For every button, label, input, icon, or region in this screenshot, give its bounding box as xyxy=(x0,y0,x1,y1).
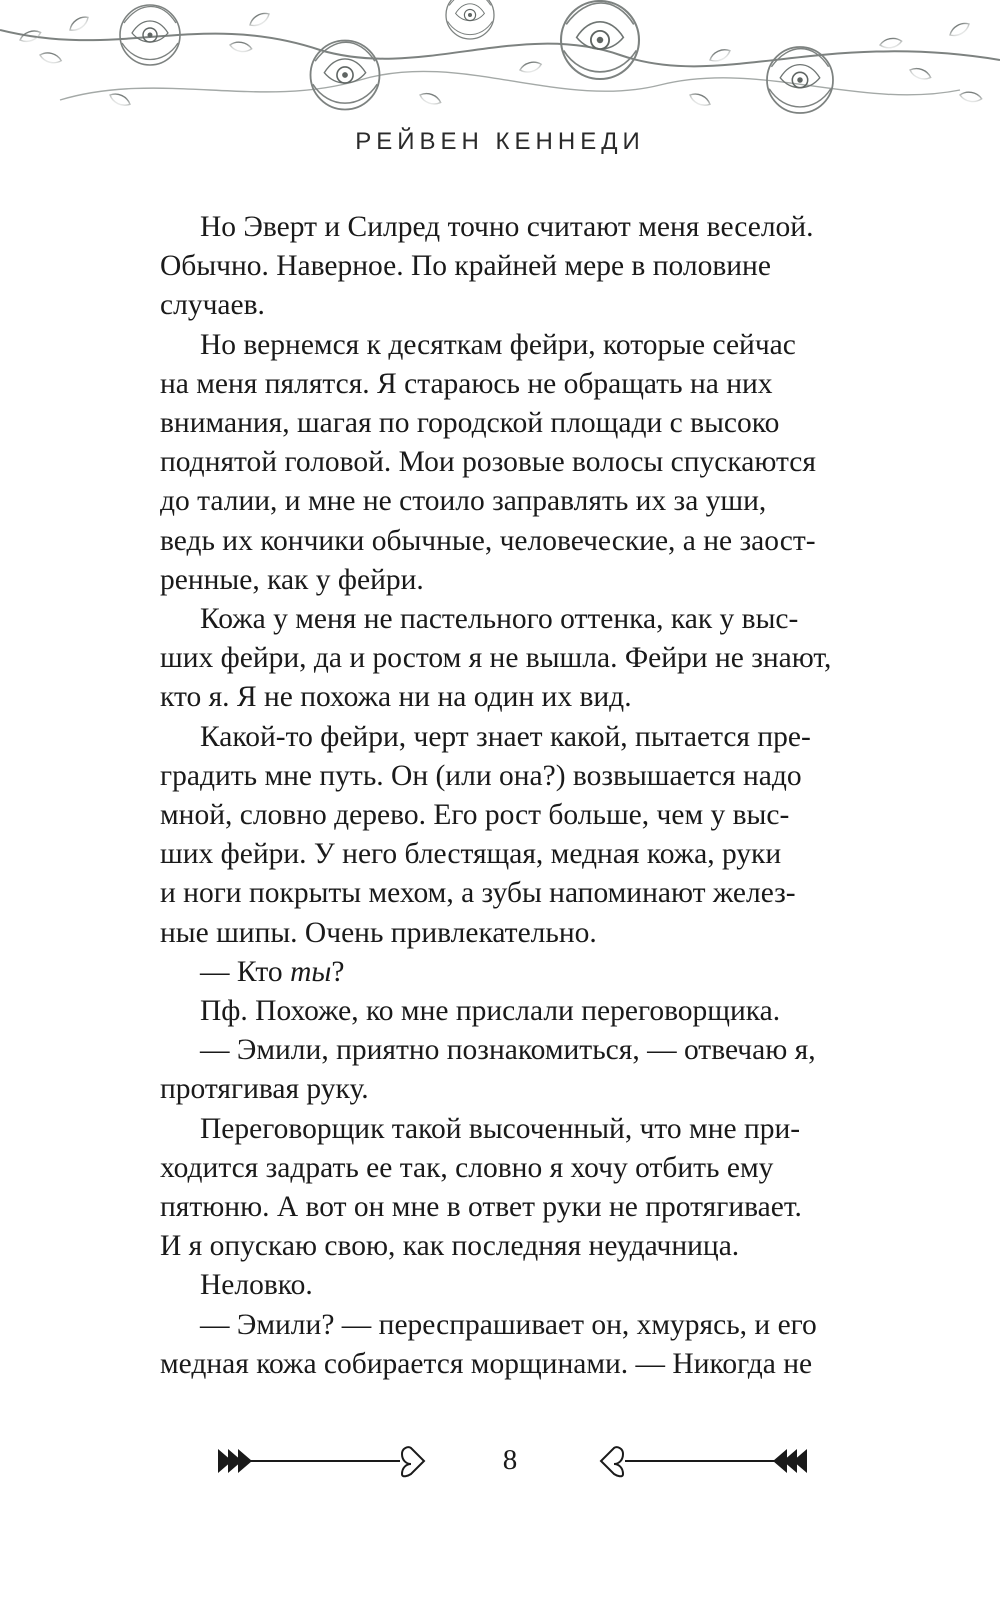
arrow-left-icon xyxy=(597,1444,807,1478)
dialogue-emphasis: ты xyxy=(290,955,332,988)
paragraph: — Эмили, приятно познакомиться, — отвечаю я, протягивая руку. xyxy=(160,1034,816,1106)
paragraph: Но Эверт и Силред точно считают меня веселой. Обычно. Наверное. По крайней мере в половине случаев. xyxy=(160,211,814,322)
paragraph: Но вернемся к десяткам фейри, которые сейчас на меня пялятся. Я стараюсь не обращать на них внимания, шагая по городской площади с высоко поднятой головой. Мои розовые волосы спускаются до талии, и мне не стоило заправлять их за уши, ведь их кончики обычные, человеческие, а не заост- ренные, как у фейри. xyxy=(160,328,816,596)
paragraph: Кожа у меня не пастельного оттенка, как у выс- ших фейри, да и ростом я не вышла. Фейри не знают, кто я. Я не похожа ни на один их вид. xyxy=(160,603,832,714)
dialogue-text: ? xyxy=(331,955,345,988)
paragraph: Переговорщик такой высоченный, что мне при- ходится задрать ее так, словно я хочу отбить ему пятюню. А вот он мне в ответ руки не протягивает. И я опускаю свою, как последняя неудачница. xyxy=(160,1112,802,1263)
paragraph: Какой-то фейри, черт знает какой, пытается пре- градить мне путь. Он (или она?) возвышается надо мной, словно дерево. Его рост больше, чем у выс- ших фейри. У него блестящая, медная кожа, руки и ноги покрыты мехом, а зубы напоминают желез- ные шипы. Очень привлекательно. xyxy=(160,720,811,949)
body-text xyxy=(160,208,867,1384)
dialogue-line xyxy=(160,953,867,992)
dialogue-text: — Кто xyxy=(200,955,291,988)
arrow-right-icon xyxy=(218,1444,428,1478)
page-number: 8 xyxy=(502,1444,518,1476)
paragraph: — Эмили? — переспрашивает он, хмурясь, и его медная кожа собирается морщинами. — Никогда не xyxy=(160,1308,817,1380)
paragraph: Неловко. xyxy=(200,1269,313,1302)
running-header: РЕЙВЕН КЕННЕДИ xyxy=(355,128,645,155)
paragraph: Пф. Похоже, ко мне прислали переговорщика. xyxy=(200,995,781,1028)
page-footer xyxy=(0,1440,1000,1480)
